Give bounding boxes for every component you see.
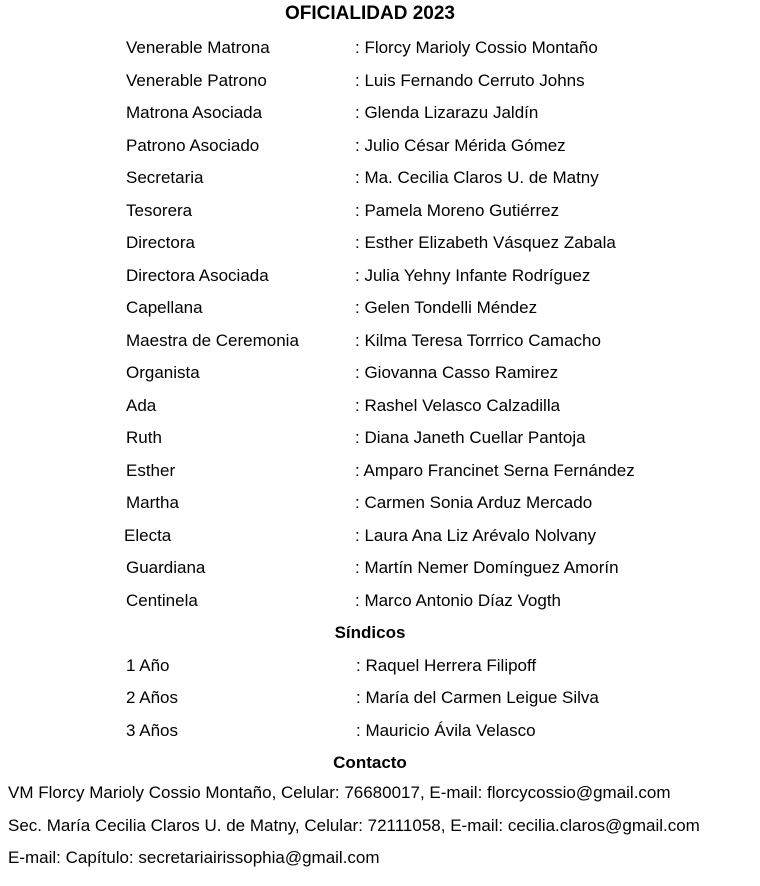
officer-name: : Kilma Teresa Torrrico Camacho [355,330,601,350]
officer-row [0,393,760,426]
officer-role: Esther [126,460,176,480]
officer-name: : Laura Ana Liz Arévalo Nolvany [355,525,596,545]
officer-role: Patrono Asociado [126,135,260,155]
contact-block [8,780,758,878]
officer-row [0,133,760,166]
contacto-heading: Contacto [333,753,407,772]
officer-row [0,165,760,198]
officer-role: Guardiana [126,558,206,577]
officer-name: : Ma. Cecilia Claros U. de Matny [355,168,599,187]
officer-role: Electa [124,525,172,545]
officer-name: : Diana Janeth Cuellar Pantoja [355,428,586,447]
officer-role: Organista [126,363,200,382]
sindico-term: 3 Años [126,720,178,740]
officer-row [0,295,760,328]
officer-row [0,555,760,588]
officer-name: : Rashel Velasco Calzadilla [355,395,561,415]
officer-roster [0,35,760,783]
officer-name: : Gelen Tondelli Méndez [355,298,538,317]
sindico-row [0,718,760,751]
officer-row [0,198,760,231]
officer-role: Capellana [126,298,203,317]
officer-row [0,263,760,296]
officer-role: Ada [126,395,157,415]
officer-name: : Julio César Mérida Gómez [355,135,566,155]
sindicos-heading: Síndicos [334,623,406,642]
sindico-row [0,685,760,718]
officer-name: : Amparo Francinet Serna Fernández [355,460,635,480]
officer-name: : Julia Yehny Infante Rodríguez [355,265,591,285]
sindico-name: : Mauricio Ávila Velasco [356,720,536,740]
officer-role: Centinela [126,590,198,610]
officer-role: Secretaria [126,168,204,187]
officer-name: : Carmen Sonia Arduz Mercado [355,493,593,512]
officer-row [0,490,760,523]
officer-role: Directora Asociada [126,265,269,285]
officer-name: : Florcy Marioly Cossio Montaño [355,38,598,57]
officer-name: : Pamela Moreno Gutiérrez [355,200,560,220]
officer-row [0,425,760,458]
officer-role: Maestra de Ceremonia [126,330,299,350]
contact-line-chapter-email: E-mail: Capítulo: secretariairissophia@gmail.com [8,848,380,867]
officer-row [0,523,760,556]
page-title: OFICIALIDAD 2023 [285,3,455,24]
officer-name: : Giovanna Casso Ramirez [355,363,559,382]
officer-role: Ruth [126,428,162,447]
sindico-name: : María del Carmen Leigue Silva [356,688,599,707]
officer-role: Venerable Matrona [126,38,270,57]
sindico-term: 2 Años [126,688,178,707]
officer-row [0,230,760,263]
officer-name: : Esther Elizabeth Vásquez Zabala [355,233,616,252]
officer-row [0,35,760,68]
officer-name: : Luis Fernando Cerruto Johns [355,70,585,90]
sindico-term: 1 Año [126,655,170,675]
officer-name: : Glenda Lizarazu Jaldín [355,103,539,122]
officer-row [0,68,760,101]
officer-name: : Marco Antonio Díaz Vogth [355,590,562,610]
officer-role: Tesorera [126,200,193,220]
officer-role: Matrona Asociada [126,103,263,122]
officer-name: : Martín Nemer Domínguez Amorín [355,558,619,577]
officer-row [0,100,760,133]
officer-row [0,328,760,361]
officer-row [0,458,760,491]
sindico-row [0,653,760,686]
officer-role: Martha [126,493,179,512]
sindico-name: : Raquel Herrera Filipoff [356,655,537,675]
officer-row [0,588,760,621]
contact-line-vm: VM Florcy Marioly Cossio Montaño, Celular: 76680017, E-mail: florcycossio@gmail.com [8,783,671,802]
officer-role: Venerable Patrono [126,70,267,90]
officer-row [0,360,760,393]
contact-line-secretary: Sec. María Cecilia Claros U. de Matny, Celular: 72111058, E-mail: cecilia.claros@gmail.com [8,815,700,835]
officer-role: Directora [126,233,195,252]
